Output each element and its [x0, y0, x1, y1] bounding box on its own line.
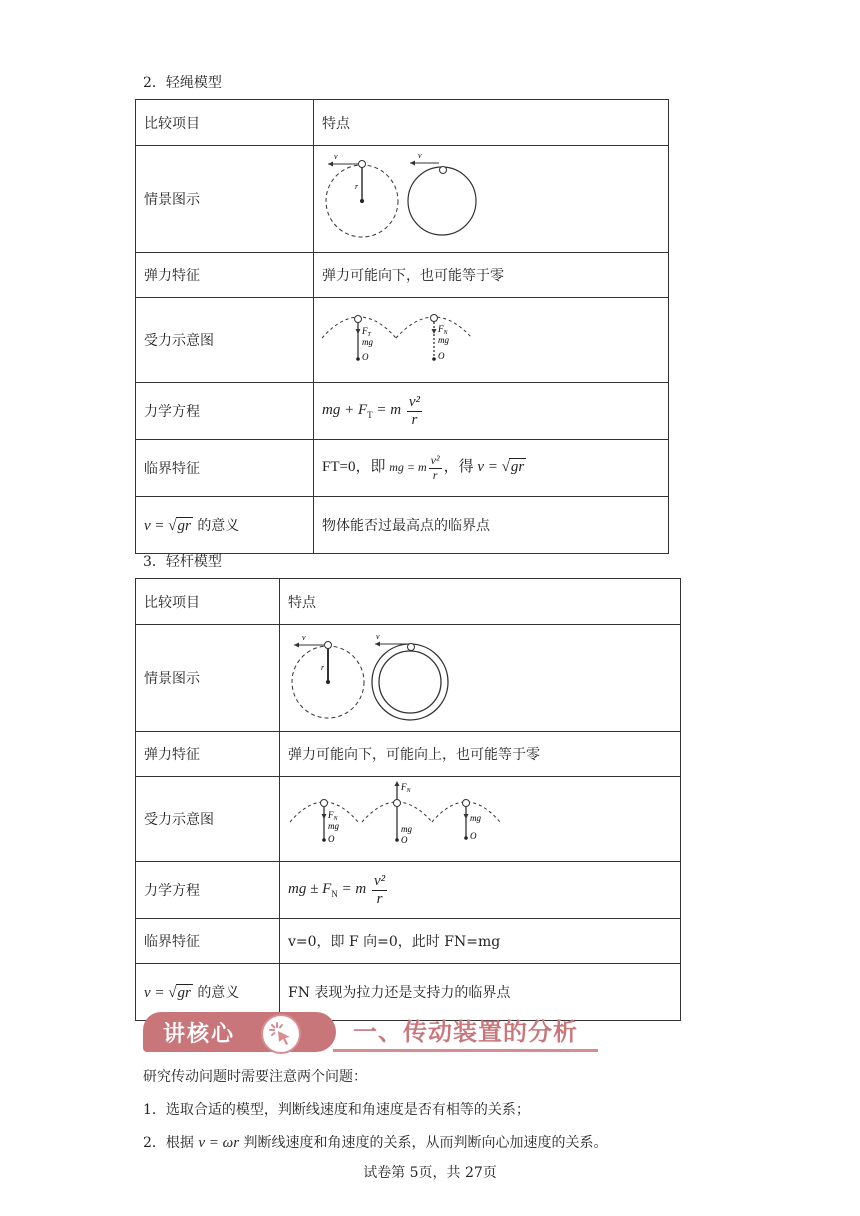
center-label: O	[401, 835, 408, 845]
table-row	[136, 625, 681, 732]
list-item: 1．选取合适的模型，判断线速度和角速度是否有相等的关系；	[143, 1102, 530, 1118]
row-label: 弹力特征	[136, 732, 280, 777]
critical-condition: FT=0，即 mg = m $\frac{\text{v²}}{r}$ ，得 v = √gr	[322, 453, 525, 482]
radius-label: r	[355, 182, 359, 191]
normal-force-label: F	[401, 782, 407, 792]
velocity-label: v	[376, 632, 380, 641]
gravity-label: mg	[401, 824, 412, 834]
scene-diagram-cell	[280, 625, 681, 732]
gravity-label: mg	[328, 821, 339, 831]
row-value: 弹力可能向下，也可能等于零	[314, 253, 669, 298]
table-row	[136, 862, 681, 919]
row-label: 弹力特征	[136, 253, 314, 298]
tension-label: F	[362, 326, 368, 336]
normal-subscript: N	[333, 816, 338, 822]
row-label: 比较项目	[136, 100, 314, 146]
rod-model-table	[135, 578, 681, 1021]
formula-v-omega-r: v = ωr	[198, 1135, 240, 1151]
row-value: v=0，即 F 向=0，此时 FN=mg	[280, 919, 681, 964]
list-item: 2．根据 v = ωr 判断线速度和角速度的关系，从而判断向心加速度的关系。	[143, 1135, 608, 1151]
rope-model-table	[135, 99, 669, 554]
core-tag-label: 讲核心	[163, 1022, 236, 1047]
row-label: 临界特征	[136, 440, 314, 497]
row-value: FN 表现为拉力还是支持力的临界点	[280, 964, 681, 1021]
row-label: 力学方程	[136, 383, 314, 440]
row-label: 临界特征	[136, 919, 280, 964]
table-row	[136, 497, 669, 554]
scene-diagram-cell	[314, 146, 669, 253]
radius-label: r	[321, 663, 325, 672]
normal-subscript: N	[406, 788, 411, 794]
table-row	[136, 919, 681, 964]
equation-cell	[314, 383, 669, 440]
svg-text:FN	[400, 782, 412, 794]
table-row	[136, 100, 669, 146]
center-label: O	[438, 351, 445, 361]
section-heading-rope: 2．轻绳模型	[143, 75, 222, 91]
page-footer: 试卷第 5页，共 27页	[363, 1165, 497, 1181]
gravity-label: mg	[470, 813, 481, 823]
velocity-label: v	[302, 633, 306, 642]
row-label: 力学方程	[136, 862, 280, 919]
center-label: O	[470, 831, 477, 841]
section-heading-rod: 3．轻杆模型	[143, 554, 222, 570]
table-row	[136, 253, 669, 298]
normal-force-label: F	[328, 810, 334, 820]
force-diagram-cell	[280, 777, 681, 862]
velocity-label: v	[418, 151, 422, 160]
table-row	[136, 440, 669, 497]
table-row	[136, 298, 669, 383]
core-tag	[143, 1012, 336, 1052]
center-label: O	[328, 834, 335, 844]
row-value: 物体能否过最高点的临界点	[314, 497, 669, 554]
table-row	[136, 777, 681, 862]
rope-equation: mg + $F_T = m$ $\frac{\text{v²}}{r}$	[322, 394, 420, 428]
rod-equation: mg ± $F_N = m$ $\frac{\text{v²}}{r}$	[288, 873, 386, 907]
rod-force-diagram	[280, 777, 681, 857]
intro-text: 研究传动问题时需要注意两个问题：	[143, 1069, 367, 1085]
section-title: 一、传动装置的分析	[353, 1018, 578, 1046]
force-diagram-cell	[314, 298, 669, 383]
normal-subscript: N	[443, 330, 448, 336]
table-row	[136, 383, 669, 440]
center-label: O	[362, 352, 369, 362]
row-label: v = √gr 的意义	[136, 497, 314, 554]
gravity-label: mg	[438, 335, 449, 345]
table-row	[136, 146, 669, 253]
gravity-label: mg	[362, 337, 373, 347]
rope-scene-diagram	[314, 146, 669, 248]
row-label: 受力示意图	[136, 777, 280, 862]
table-row	[136, 732, 681, 777]
table-row	[136, 579, 681, 625]
rope-force-diagram	[314, 298, 669, 378]
title-underline	[333, 1049, 598, 1052]
cursor-click-icon	[261, 1014, 301, 1054]
fraction-v2-over-r: $\frac{\text{v²}}{r}$	[408, 394, 420, 428]
row-value: 特点	[280, 579, 681, 625]
row-value: 弹力可能向下，可能向上，也可能等于零	[280, 732, 681, 777]
row-label: 情景图示	[136, 625, 280, 732]
equation-cell	[280, 862, 681, 919]
row-label: 情景图示	[136, 146, 314, 253]
velocity-label: v	[334, 152, 338, 161]
row-value: 特点	[314, 100, 669, 146]
row-label: 受力示意图	[136, 298, 314, 383]
section-banner	[143, 1010, 598, 1056]
tension-subscript: T	[367, 332, 371, 338]
row-label: 比较项目	[136, 579, 280, 625]
normal-force-label: F	[438, 324, 444, 334]
row-label: v = √gr 的意义	[136, 964, 280, 1021]
rod-scene-diagram	[280, 625, 681, 727]
critical-cell	[314, 440, 669, 497]
